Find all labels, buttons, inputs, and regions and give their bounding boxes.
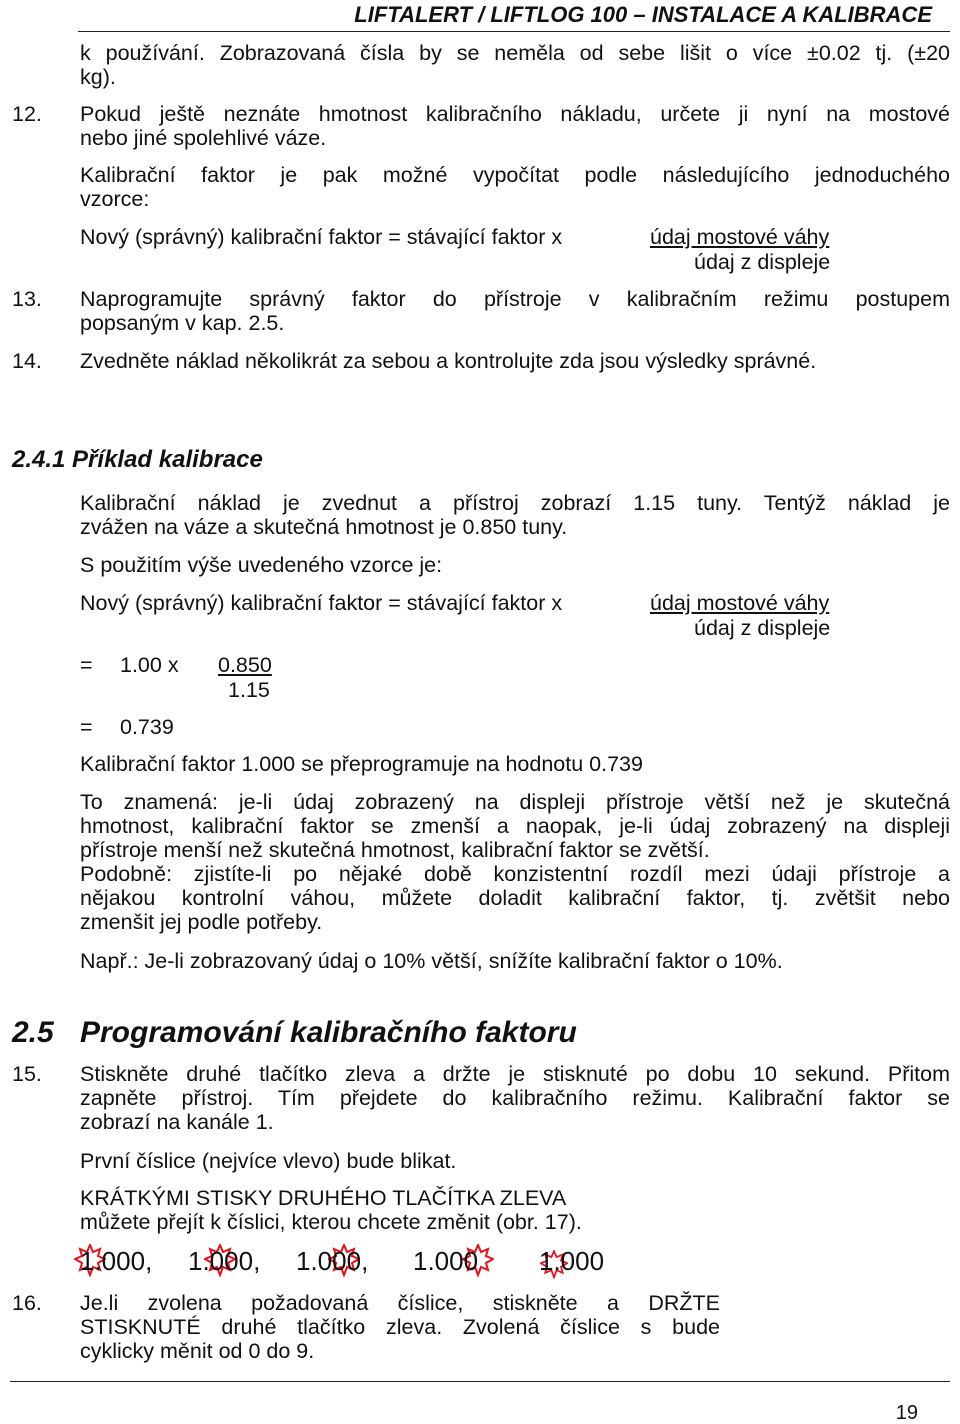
example-formula-intro: S použitím výše uvedeného vzorce je: <box>80 553 443 577</box>
explanation-line-1: To znamená: je-li údaj zobrazený na displeji přístroje větší než je skutečná <box>80 790 950 814</box>
step-12-line-2: nebo jiné spolehlivé váze. <box>80 126 327 150</box>
result-sentence: Kalibrační faktor 1.000 se přeprogramuje na hodnotu 0.739 <box>80 752 643 776</box>
digit-example-3: 1.000, <box>296 1246 369 1276</box>
short-press-line-2: můžete přejít k číslici, kterou chcete změnit (obr. 17). <box>80 1210 582 1234</box>
step-16-line-1: Je.li zvolena požadovaná číslice, stiskněte a DRŽTE <box>80 1291 720 1315</box>
step-12-line-1: Pokud ještě neznáte hmotnost kalibračního nákladu, určete ji nyní na mostové <box>80 102 950 126</box>
step-15-line-2: zapněte přístroj. Tím přejdete do kalibračního režimu. Kalibrační faktor se <box>80 1086 950 1110</box>
intro-line-2: kg). <box>80 65 116 89</box>
running-header: LIFTALERT / LIFTLOG 100 – INSTALACE A KALIBRACE <box>354 2 932 27</box>
calc-result: 0.739 <box>120 715 174 739</box>
digit-example-4: 1.000 <box>413 1246 479 1276</box>
step-16-line-3: cyklicky měnit od 0 do 9. <box>80 1339 315 1363</box>
footer-rule <box>10 1381 950 1382</box>
step-14-line-1: Zvedněte náklad několikrát za sebou a kontrolujte zda jsou výsledky správné. <box>80 349 817 373</box>
calc-equals-1: = <box>80 653 93 677</box>
example-formula-left-side: Nový (správný) kalibrační faktor = stávající faktor x <box>80 591 563 615</box>
example-note: Např.: Je-li zobrazovaný údaj o 10% větší, snížíte kalibrační faktor o 10%. <box>80 949 783 973</box>
formula-denominator: údaj z displeje <box>694 250 831 274</box>
formula-numerator: údaj mostové váhy <box>650 225 830 249</box>
step-15-number: 15. <box>12 1062 42 1086</box>
explanation-line-5: nějakou kontrolní váhou, můžete doladit kalibrační faktor, tj. zvětšit nebo <box>80 886 950 910</box>
example-paragraph-line-1: Kalibrační náklad je zvednut a přístroj zobrazí 1.15 tuny. Tentýž náklad je <box>80 491 950 515</box>
digit-example-2: 1.000, <box>188 1246 261 1276</box>
calc-numerator: 0.850 <box>218 653 272 677</box>
example-heading: 2.4.1 Příklad kalibrace <box>12 446 263 473</box>
page-number: 19 <box>895 1402 918 1424</box>
step-15-line-1: Stiskněte druhé tlačítko zleva a držte je stisknuté po dobu 10 sekund. Přitom <box>80 1062 950 1086</box>
calc-equals-2: = <box>80 715 93 739</box>
explanation-line-3: přístroje menší než skutečná hmotnost, kalibrační faktor se zvětší. <box>80 838 710 862</box>
calc-current-factor: 1.00 x <box>120 653 179 677</box>
formula-intro-line-2: vzorce: <box>80 187 150 211</box>
example-formula-numerator: údaj mostové váhy <box>650 591 830 615</box>
explanation-line-4: Podobně: zjistíte-li po nějaké době konzistentní rozdíl mezi údaji přístroje a <box>80 862 950 886</box>
step-13-number: 13. <box>12 287 42 311</box>
step-15-line-3: zobrazí na kanále 1. <box>80 1110 274 1134</box>
formula-intro-line-1: Kalibrační faktor je pak možné vypočítat podle následujícího jednoduchého <box>80 163 950 187</box>
step-16-number: 16. <box>12 1291 42 1315</box>
step-16-line-2: STISKNUTÉ druhé tlačítko zleva. Zvolená číslice s bude <box>80 1315 720 1339</box>
step-12-number: 12. <box>12 102 42 126</box>
explanation-line-6: zmenšit jej podle potřeby. <box>80 910 323 934</box>
step-14-number: 14. <box>12 349 42 373</box>
example-formula-denominator: údaj z displeje <box>694 616 831 640</box>
short-press-line-1: KRÁTKÝMI STISKY DRUHÉHO TLAČÍTKA ZLEVA <box>80 1186 567 1210</box>
section-25-number: 2.5 <box>12 1016 54 1049</box>
calc-denominator: 1.15 <box>228 678 270 702</box>
intro-line-1: k používání. Zobrazovaná čísla by se neměla od sebe lišit o více ±0.02 tj. (±20 <box>80 41 950 65</box>
header-rule <box>78 31 950 32</box>
section-25-title: Programování kalibračního faktoru <box>80 1016 577 1049</box>
step-13-line-2: popsaným v kap. 2.5. <box>80 311 285 335</box>
blink-note: První číslice (nejvíce vlevo) bude blikat. <box>80 1149 457 1173</box>
step-13-line-1: Naprogramujte správný faktor do přístroje v kalibračním režimu postupem <box>80 287 950 311</box>
example-paragraph-line-2: zvážen na váze a skutečná hmotnost je 0.850 tuny. <box>80 515 568 539</box>
digit-example-1: 1.000, <box>80 1246 153 1276</box>
explanation-line-2: hmotnost, kalibrační faktor se zmenší a naopak, je-li údaj zobrazený na displeji <box>80 814 950 838</box>
digit-example-5: 1.000 <box>539 1246 605 1276</box>
formula-left-side: Nový (správný) kalibrační faktor = stávající faktor x <box>80 225 563 249</box>
